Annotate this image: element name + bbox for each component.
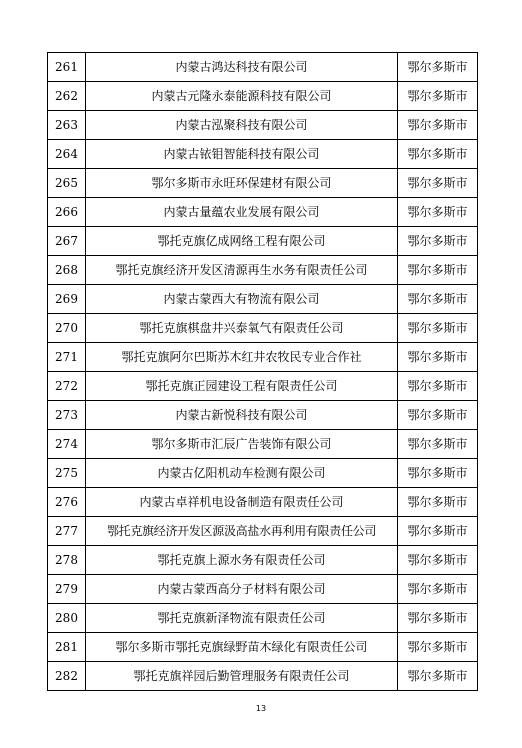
company-name: 鄂托克旗上源水务有限责任公司 (157, 553, 326, 567)
company-name: 内蒙古亿阳机动车检测有限公司 (157, 466, 326, 480)
row-number: 268 (48, 256, 86, 285)
company-name-cell (86, 575, 398, 604)
row-number: 273 (48, 401, 86, 430)
company-name-cell (86, 53, 398, 82)
table-row (48, 314, 478, 343)
table-row (48, 111, 478, 140)
row-number: 276 (48, 488, 86, 517)
company-name: 鄂尔多斯市永旺环保建材有限公司 (151, 176, 332, 190)
page-number: 13 (255, 704, 267, 713)
company-name-cell (86, 227, 398, 256)
company-name: 鄂托克旗棋盘井兴泰氧气有限责任公司 (139, 321, 344, 335)
city-name: 鄂尔多斯市 (398, 82, 478, 111)
row-number: 280 (48, 604, 86, 633)
company-name-cell (86, 256, 398, 285)
company-name-cell (86, 140, 398, 169)
row-number: 275 (48, 459, 86, 488)
company-name: 内蒙古泓聚科技有限公司 (175, 118, 308, 132)
row-number: 271 (48, 343, 86, 372)
company-name: 内蒙古卓祥机电设备制造有限责任公司 (139, 495, 344, 509)
company-name-cell (86, 198, 398, 227)
city-name: 鄂尔多斯市 (398, 488, 478, 517)
table-row (48, 459, 478, 488)
table-row (48, 430, 478, 459)
company-name: 鄂托克旗经济开发区源汲高盐水再利用有限责任公司 (106, 524, 377, 538)
city-name: 鄂尔多斯市 (398, 546, 478, 575)
city-name: 鄂尔多斯市 (398, 343, 478, 372)
row-number: 279 (48, 575, 86, 604)
city-name: 鄂尔多斯市 (398, 53, 478, 82)
city-name: 鄂尔多斯市 (398, 517, 478, 546)
company-name-cell (86, 82, 398, 111)
company-name: 鄂托克旗经济开发区清源再生水务有限责任公司 (115, 263, 368, 277)
table-row (48, 372, 478, 401)
city-name: 鄂尔多斯市 (398, 430, 478, 459)
company-name: 内蒙古铱钼智能科技有限公司 (163, 147, 320, 161)
table-row (48, 343, 478, 372)
table-row (48, 285, 478, 314)
row-number: 265 (48, 169, 86, 198)
row-number: 263 (48, 111, 86, 140)
table-row (48, 53, 478, 82)
company-name-cell (86, 604, 398, 633)
table-row (48, 488, 478, 517)
company-name: 鄂托克旗祥园后勤管理服务有限责任公司 (133, 669, 350, 683)
company-name: 内蒙古蒙西大有物流有限公司 (163, 292, 320, 306)
table-row (48, 546, 478, 575)
row-number: 267 (48, 227, 86, 256)
row-number: 266 (48, 198, 86, 227)
row-number: 264 (48, 140, 86, 169)
company-name-cell (86, 169, 398, 198)
city-name: 鄂尔多斯市 (398, 256, 478, 285)
row-number: 261 (48, 53, 86, 82)
company-name-cell (86, 430, 398, 459)
city-name: 鄂尔多斯市 (398, 633, 478, 662)
company-name: 鄂尔多斯市鄂托克旗绿野苗木绿化有限责任公司 (115, 640, 368, 654)
city-name: 鄂尔多斯市 (398, 111, 478, 140)
table-row (48, 198, 478, 227)
city-name: 鄂尔多斯市 (398, 459, 478, 488)
row-number: 281 (48, 633, 86, 662)
company-name-cell (86, 111, 398, 140)
company-name-cell (86, 546, 398, 575)
company-name-cell (86, 633, 398, 662)
table-row (48, 82, 478, 111)
company-name: 鄂托克旗亿成网络工程有限公司 (157, 234, 326, 248)
city-name: 鄂尔多斯市 (398, 285, 478, 314)
company-name-cell (86, 662, 398, 691)
company-name-cell (86, 343, 398, 372)
company-name: 内蒙古蒙西高分子材料有限公司 (157, 582, 326, 596)
table-row (48, 227, 478, 256)
row-number: 282 (48, 662, 86, 691)
table-row (48, 604, 478, 633)
city-name: 鄂尔多斯市 (398, 198, 478, 227)
city-name: 鄂尔多斯市 (398, 314, 478, 343)
company-name-cell (86, 459, 398, 488)
city-name: 鄂尔多斯市 (398, 662, 478, 691)
table-row (48, 575, 478, 604)
row-number: 272 (48, 372, 86, 401)
company-name-cell (86, 314, 398, 343)
table-row (48, 256, 478, 285)
company-name: 内蒙古元隆永泰能源科技有限公司 (151, 89, 332, 103)
table-row (48, 633, 478, 662)
row-number: 277 (48, 517, 86, 546)
table-row (48, 662, 478, 691)
company-name: 鄂尔多斯市汇辰广告装饰有限公司 (151, 437, 332, 451)
company-list-body (48, 53, 478, 691)
company-name-cell (86, 372, 398, 401)
city-name: 鄂尔多斯市 (398, 575, 478, 604)
company-name: 内蒙古新悦科技有限公司 (175, 408, 308, 422)
city-name: 鄂尔多斯市 (398, 140, 478, 169)
city-name: 鄂尔多斯市 (398, 401, 478, 430)
company-name-cell (86, 488, 398, 517)
table-row (48, 140, 478, 169)
row-number: 270 (48, 314, 86, 343)
table-row (48, 401, 478, 430)
company-name: 内蒙古鸿达科技有限公司 (175, 60, 308, 74)
company-name: 鄂托克旗正园建设工程有限责任公司 (145, 379, 338, 393)
company-name-cell (86, 517, 398, 546)
row-number: 269 (48, 285, 86, 314)
company-name: 内蒙古量蕴农业发展有限公司 (163, 205, 320, 219)
company-name: 鄂托克旗阿尔巴斯苏木红井农牧民专业合作社 (121, 350, 362, 364)
company-name-cell (86, 401, 398, 430)
city-name: 鄂尔多斯市 (398, 604, 478, 633)
company-name: 鄂托克旗新泽物流有限责任公司 (157, 611, 326, 625)
city-name: 鄂尔多斯市 (398, 169, 478, 198)
company-list-table (47, 52, 478, 691)
row-number: 278 (48, 546, 86, 575)
company-name-cell (86, 285, 398, 314)
city-name: 鄂尔多斯市 (398, 372, 478, 401)
city-name: 鄂尔多斯市 (398, 227, 478, 256)
row-number: 262 (48, 82, 86, 111)
row-number: 274 (48, 430, 86, 459)
table-row (48, 517, 478, 546)
table-row (48, 169, 478, 198)
